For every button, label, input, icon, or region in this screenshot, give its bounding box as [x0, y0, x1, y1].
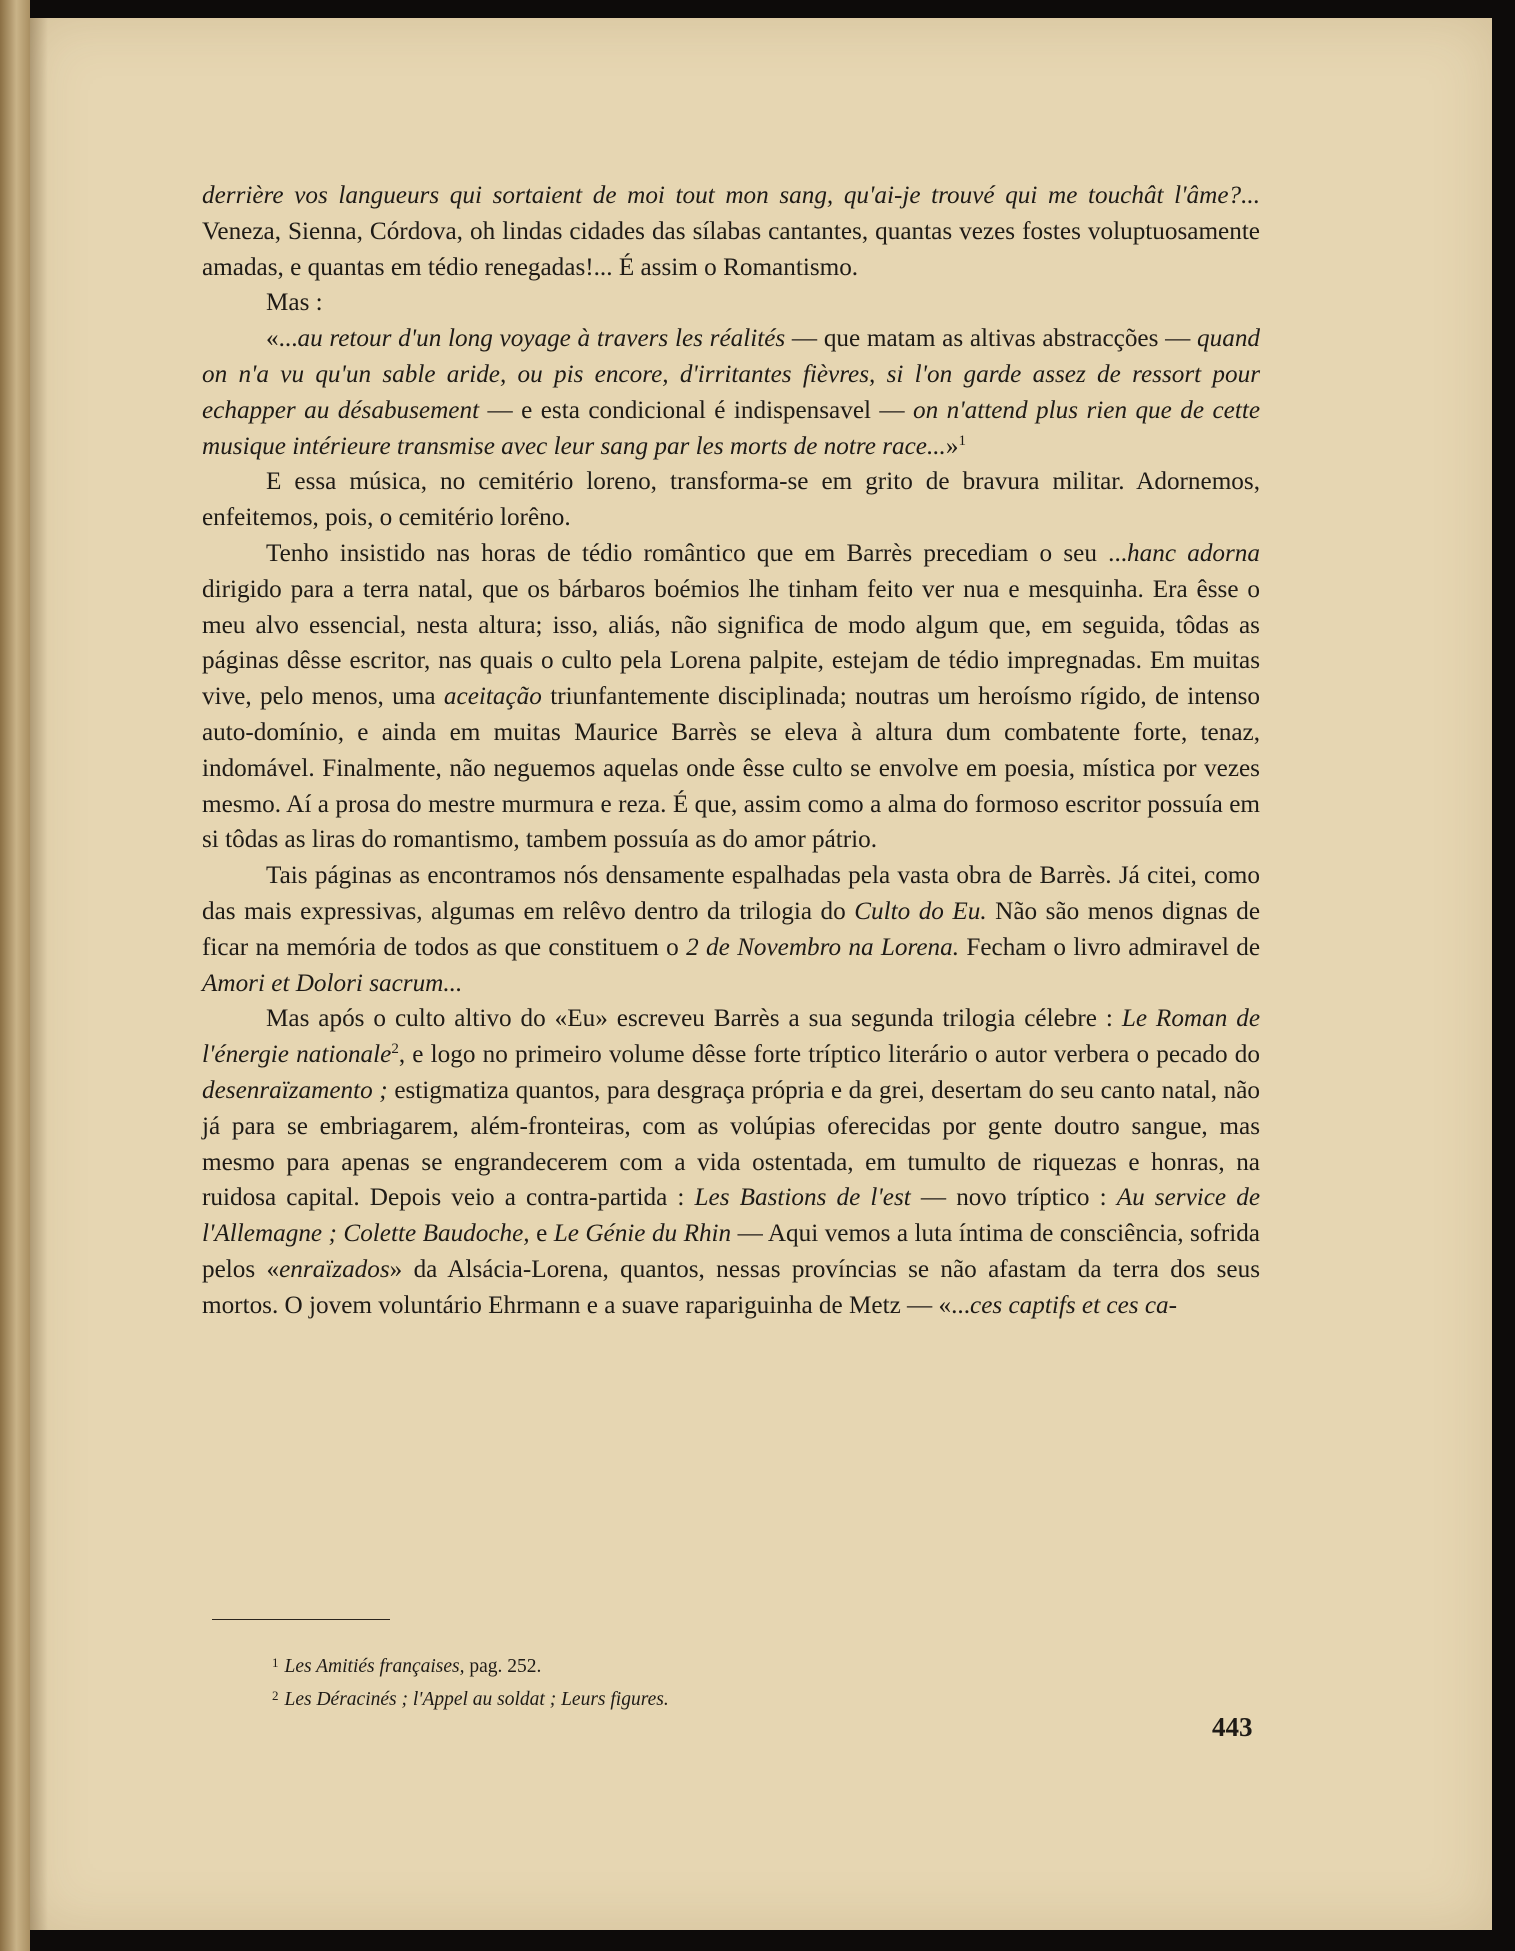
text-run: dirigido para a terra natal, que os bárbaros boémios lhe tinham feito ver nua e mesquinha. Era êsse o meu alvo essencial, nesta altura; isso, aliás, não significa de modo algum que, em seguida, tôdas as páginas dêsse escritor, nas quais o culto pela Lorena palpite, estejam de tédio impregnadas. Em muitas vive, pelo menos, uma — [202, 575, 1260, 711]
footnote-ref: 2 — [391, 1041, 399, 1058]
italic-text: derrière vos langueurs qui sortaient de moi tout mon sang, qu'ai-je trouvé qui me touchât l'âme?... — [202, 182, 1260, 209]
italic-text: Les Bastions de l'est — [694, 1184, 911, 1212]
footnote-2 — [272, 1681, 1172, 1714]
paragraph — [202, 321, 1260, 464]
italic-text: Au service de l'Allemagne ; Colette Baudoche, — [202, 1184, 1260, 1248]
italic-text: Amori et Dolori sacrum... — [202, 969, 463, 997]
text-run: «... — [266, 325, 298, 353]
text-run: e — [529, 1220, 554, 1248]
body-text — [202, 178, 1260, 1324]
footnote-ref: 1 — [958, 432, 966, 449]
text-run: Mas após o culto altivo do «Eu» escreveu Barrès a sua segunda trilogia célebre : — [266, 1005, 1122, 1033]
text-run: — Aqui vemos a luta íntima de consciência, sofrida pelos « — [202, 1220, 1260, 1283]
italic-text: ces captifs et ces ca- — [970, 1291, 1178, 1319]
text-run: Fecham o livro admiravel de — [959, 933, 1260, 961]
italic-text: Le Roman de l'énergie nationale — [202, 1005, 1260, 1069]
text-run: E essa música, no cemitério loreno, transforma-se em grito de bravura militar. Adornemos, enfeitemos, pois, o cemitério lorêno. — [202, 468, 1260, 532]
footnotes — [272, 1648, 1172, 1714]
text-run: Tenho insistido nas horas de tédio romântico que em Barrès precediam o seu ... — [266, 539, 1128, 567]
text-run: Não são menos dignas de ficar na memória de todos as que constituem o — [202, 897, 1261, 961]
footnote-mark: 1 — [272, 1655, 279, 1670]
text-run: estigmatiza quantos, para desgraça própria e da grei, desertam do seu canto natal, não já para se embriagarem, além-fronteiras, com as volúpias oferecidas por gente doutro sangue, mas mesmo para apenas se engrandecerem com a vida ostentada, em tumulto de riquezas e honras, na ruidosa capital. Depois veio a contra-partida : — [202, 1076, 1260, 1212]
page-number: 443 — [1212, 1712, 1253, 1742]
italic-text: enraïzados — [279, 1255, 390, 1283]
text-run: » da Alsácia-Lorena, quantos, nessas províncias se não afastam da terra dos seus mortos. O jovem voluntário Ehrmann e a suave rapariguinha de Metz — «... — [202, 1255, 1260, 1319]
text-run: Veneza, Sienna, Córdova, oh lindas cidades das sílabas cantantes, quantas vezes fostes voluptuosamente amadas, e quantas em tédio renegadas!... É assim o Romantismo. — [202, 217, 1260, 281]
footnote-text: pag. 252. — [464, 1656, 542, 1677]
italic-text: aceitação — [443, 683, 542, 711]
italic-text: au retour d'un long voyage à travers les réalités — [297, 325, 786, 353]
text-run: — novo tríptico : — [910, 1184, 1117, 1212]
text-run: Mas : — [266, 289, 323, 317]
paragraph — [202, 858, 1260, 1001]
footnote-title: Les Déracinés ; l'Appel au soldat ; Leurs figures. — [284, 1689, 669, 1710]
italic-text: 2 de Novembro na Lorena. — [686, 933, 960, 961]
italic-text: quand on n'a vu qu'un sable aride, ou pis encore, d'irritantes fièvres, si l'on garde assez de ressort pour echapper au désabusement — [202, 325, 1260, 424]
footnote-title: Les Amitiés françaises, — [284, 1656, 465, 1677]
footnote-1 — [272, 1648, 1172, 1681]
paragraph — [202, 1001, 1260, 1323]
text-run: triunfantemente disciplinada; noutras um heroísmo rígido, de intenso auto-domínio, e ainda em muitas Maurice Barrès se eleva à altura dum combatente forte, tenaz, indomável. Finalmente, não neguemos aquelas onde êsse culto se envolve em poesia, mística por vezes mesmo. Aí a prosa do mestre murmura e reza. É que, assim como a alma do formoso escritor possuía em si tôdas as liras do romantismo, tambem possuía as do amor pátrio. — [202, 683, 1260, 854]
italic-text: Le Génie du Rhin — [553, 1220, 732, 1248]
italic-text: desenraïzamento ; — [202, 1076, 388, 1104]
footnote-rule — [212, 1619, 390, 1620]
italic-text: on n'attend plus rien que de cette musique intérieure transmise avec leur sang par les morts de notre race... — [202, 396, 1261, 460]
gutter-shadow — [30, 18, 48, 1930]
paragraph — [202, 536, 1260, 858]
text-run: — que matam as altivas abstracções — — [785, 325, 1198, 353]
paragraph — [202, 178, 1260, 285]
italic-text: Culto do Eu. — [854, 897, 987, 925]
paragraph — [202, 285, 1260, 321]
text-run: Tais páginas as encontramos nós densamente espalhadas pela vasta obra de Barrès. Já citei, como das mais expressivas, algumas em relêvo dentro da trilogia do — [202, 862, 1260, 925]
footnote-mark: 2 — [272, 1688, 279, 1703]
text-run: » — [945, 432, 959, 460]
paragraph — [202, 464, 1260, 536]
book-binding — [0, 0, 30, 1951]
text-run: — e esta condicional é indispensavel — — [479, 396, 914, 424]
text-run: , e logo no primeiro volume dêsse forte tríptico literário o autor verbera o pecado do — [398, 1041, 1260, 1069]
italic-text: hanc adorna — [1127, 539, 1260, 567]
